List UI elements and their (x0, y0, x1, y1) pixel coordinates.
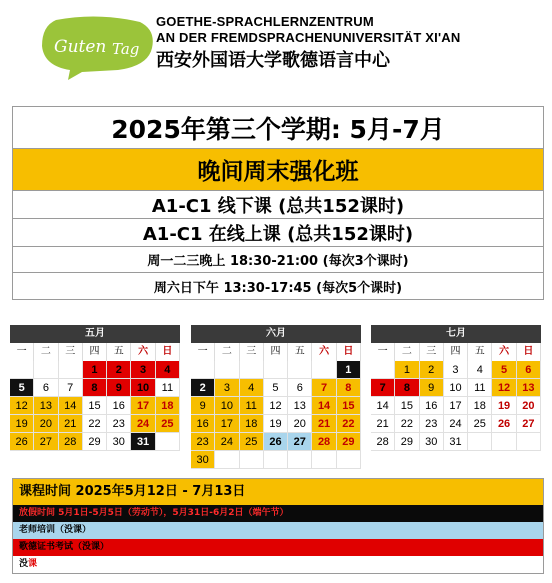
weekday-label: 四 (83, 343, 107, 361)
calendar-day: 30 (107, 433, 131, 451)
calendar-day: 29 (83, 433, 107, 451)
calendar-day: 5 (264, 379, 288, 397)
legend (12, 478, 544, 574)
weekday-header (10, 343, 180, 361)
svg-text:Guten: Guten (54, 37, 107, 57)
goethe-logo-icon (38, 14, 158, 80)
calendar-day: 22 (337, 415, 361, 433)
calendar-day: 29 (395, 433, 419, 451)
calendar-day: 8 (337, 379, 361, 397)
calendar-day: 11 (468, 379, 492, 397)
calendar-day: 14 (312, 397, 336, 415)
calendar-month-title: 五月 (10, 325, 180, 343)
calendar-day: 27 (34, 433, 58, 451)
calendar-empty-cell (468, 433, 492, 451)
calendar-day: 17 (215, 415, 239, 433)
calendar-day: 8 (395, 379, 419, 397)
calendar-day: 18 (240, 415, 264, 433)
calendar-day: 12 (492, 379, 516, 397)
offline-course: A1-C1 线下课 (总共152课时) (13, 191, 543, 219)
calendar-day: 26 (10, 433, 34, 451)
calendar-day: 25 (240, 433, 264, 451)
calendar-day: 12 (264, 397, 288, 415)
calendar-day: 26 (264, 433, 288, 451)
calendar-day: 3 (215, 379, 239, 397)
weekday-label: 三 (240, 343, 264, 361)
weekend-time: 周六日下午 13:30-17:45 (每次5个课时) (153, 280, 403, 296)
calendar-empty-cell (288, 451, 312, 469)
calendar-empty-cell (191, 361, 215, 379)
calendar-day: 4 (156, 361, 180, 379)
calendar-empty-cell (264, 361, 288, 379)
term-title: 2025年第三个学期: 5月-7月 (13, 107, 543, 149)
weekday-label: 二 (34, 343, 58, 361)
weekday-label: 五 (468, 343, 492, 361)
calendar-day: 20 (34, 415, 58, 433)
legend-course-time: 课程时间 2025年5月12日 - 7月13日 (13, 479, 543, 505)
calendar-day: 17 (444, 397, 468, 415)
calendar-july (371, 325, 541, 451)
calendar-day: 27 (288, 433, 312, 451)
calendar-day: 24 (131, 415, 155, 433)
calendar-day: 4 (468, 361, 492, 379)
calendar-day: 20 (517, 397, 541, 415)
calendar-day: 15 (83, 397, 107, 415)
weekday-label: 五 (107, 343, 131, 361)
calendar-june (191, 325, 361, 469)
calendar-day: 24 (444, 415, 468, 433)
legend-no-class (13, 556, 543, 573)
calendar-empty-cell (337, 451, 361, 469)
calendar-empty-cell (215, 451, 239, 469)
calendar-day: 1 (337, 361, 361, 379)
legend-no-class-red: 课 (28, 559, 38, 569)
weekday-label: 五 (288, 343, 312, 361)
calendar-day: 28 (312, 433, 336, 451)
weekday-label: 一 (10, 343, 34, 361)
calendar-day: 3 (131, 361, 155, 379)
calendar-day: 20 (288, 415, 312, 433)
course-info-box (12, 106, 544, 300)
svg-text:Tag: Tag (112, 40, 140, 58)
calendar-day: 19 (10, 415, 34, 433)
calendar-day: 23 (420, 415, 444, 433)
calendar-day: 19 (492, 397, 516, 415)
calendar-empty-cell (240, 451, 264, 469)
org-line-2: AN DER FREMDSPRACHENUNIVERSITÄT XI'AN (156, 30, 461, 45)
calendar-day: 13 (288, 397, 312, 415)
weekday-label: 日 (156, 343, 180, 361)
calendar-day: 2 (420, 361, 444, 379)
calendar-day: 30 (420, 433, 444, 451)
calendar-day: 7 (312, 379, 336, 397)
calendar-day: 15 (337, 397, 361, 415)
calendar-day: 28 (371, 433, 395, 451)
calendar-day: 13 (517, 379, 541, 397)
weekday-label: 四 (444, 343, 468, 361)
calendar-day: 8 (83, 379, 107, 397)
weekday-header (191, 343, 361, 361)
calendar-empty-cell (34, 361, 58, 379)
calendar-empty-cell (517, 433, 541, 451)
calendar-day: 9 (191, 397, 215, 415)
calendar-month-title: 七月 (371, 325, 541, 343)
calendar-day: 6 (34, 379, 58, 397)
calendar-day: 31 (444, 433, 468, 451)
calendar-day: 26 (492, 415, 516, 433)
org-line-1: GOETHE-SPRACHLERNZENTRUM (156, 14, 374, 29)
calendar-day: 23 (191, 433, 215, 451)
calendar-day: 2 (107, 361, 131, 379)
calendar-empty-cell (156, 433, 180, 451)
calendar-day: 14 (59, 397, 83, 415)
calendar-day: 22 (83, 415, 107, 433)
calendar-day: 6 (288, 379, 312, 397)
calendar-day: 14 (371, 397, 395, 415)
legend-exam: 歌德证书考试（没课） (13, 539, 543, 556)
online-course: A1-C1 在线上课 (总共152课时) (13, 219, 543, 247)
calendar-day: 21 (371, 415, 395, 433)
calendar-grid (371, 361, 541, 451)
calendar-empty-cell (492, 433, 516, 451)
calendar-day: 12 (10, 397, 34, 415)
calendar-day: 27 (517, 415, 541, 433)
calendar-day: 29 (337, 433, 361, 451)
calendar-empty-cell (59, 361, 83, 379)
weekday-label: 六 (131, 343, 155, 361)
calendar-day: 17 (131, 397, 155, 415)
calendar-day: 9 (107, 379, 131, 397)
weekday-label: 日 (517, 343, 541, 361)
calendar-day: 10 (215, 397, 239, 415)
calendar-day: 10 (131, 379, 155, 397)
weekday-time: 周一二三晚上 18:30-21:00 (每次3个课时) (13, 247, 543, 273)
calendar-day: 5 (10, 379, 34, 397)
calendar-day: 7 (59, 379, 83, 397)
calendar-day: 15 (395, 397, 419, 415)
calendar-day: 9 (420, 379, 444, 397)
calendar-day: 19 (264, 415, 288, 433)
calendar-grid (191, 361, 361, 469)
calendar-day: 1 (395, 361, 419, 379)
calendar-day: 5 (492, 361, 516, 379)
calendar-day: 30 (191, 451, 215, 469)
header (0, 0, 552, 96)
calendar-day: 6 (517, 361, 541, 379)
org-chinese-name: 西安外国语大学歌德语言中心 (156, 50, 390, 71)
calendar-grid (10, 361, 180, 451)
weekday-label: 四 (264, 343, 288, 361)
calendar-day: 1 (83, 361, 107, 379)
weekday-label: 六 (492, 343, 516, 361)
calendar-day: 16 (191, 415, 215, 433)
calendar-day: 18 (156, 397, 180, 415)
calendar-day: 23 (107, 415, 131, 433)
calendar-empty-cell (240, 361, 264, 379)
calendar-empty-cell (264, 451, 288, 469)
calendar-may (10, 325, 180, 451)
calendar-day: 25 (156, 415, 180, 433)
calendar-day: 31 (131, 433, 155, 451)
calendar-month-title: 六月 (191, 325, 361, 343)
calendar-day: 3 (444, 361, 468, 379)
calendar-day: 11 (240, 397, 264, 415)
calendar-day: 18 (468, 397, 492, 415)
calendar-empty-cell (371, 361, 395, 379)
calendar-empty-cell (215, 361, 239, 379)
weekday-label: 三 (420, 343, 444, 361)
weekday-label: 三 (59, 343, 83, 361)
weekday-header (371, 343, 541, 361)
calendar-day: 2 (191, 379, 215, 397)
calendar-day: 28 (59, 433, 83, 451)
weekday-label: 日 (337, 343, 361, 361)
calendar-day: 4 (240, 379, 264, 397)
calendar-empty-cell (288, 361, 312, 379)
calendar-empty-cell (312, 451, 336, 469)
calendar-day: 10 (444, 379, 468, 397)
weekday-label: 一 (371, 343, 395, 361)
calendar-day: 25 (468, 415, 492, 433)
calendar-day: 7 (371, 379, 395, 397)
calendar-empty-cell (312, 361, 336, 379)
legend-no-class-prefix: 没 (19, 559, 29, 569)
organization-name (156, 14, 460, 73)
calendar-day: 21 (59, 415, 83, 433)
calendar-day: 21 (312, 415, 336, 433)
weekday-label: 二 (395, 343, 419, 361)
calendar-day: 16 (420, 397, 444, 415)
legend-teacher-training: 老师培训（没课） (13, 522, 543, 539)
calendar-day: 16 (107, 397, 131, 415)
weekday-label: 二 (215, 343, 239, 361)
class-name: 晚间周末强化班 (13, 149, 543, 191)
calendar-day: 22 (395, 415, 419, 433)
calendar-day: 11 (156, 379, 180, 397)
calendar-empty-cell (10, 361, 34, 379)
weekday-label: 一 (191, 343, 215, 361)
weekday-label: 六 (312, 343, 336, 361)
legend-holidays: 放假时间 5月1日-5月5日（劳动节），5月31日-6月2日（端午节） (13, 505, 543, 522)
calendar-day: 24 (215, 433, 239, 451)
calendar-day: 13 (34, 397, 58, 415)
